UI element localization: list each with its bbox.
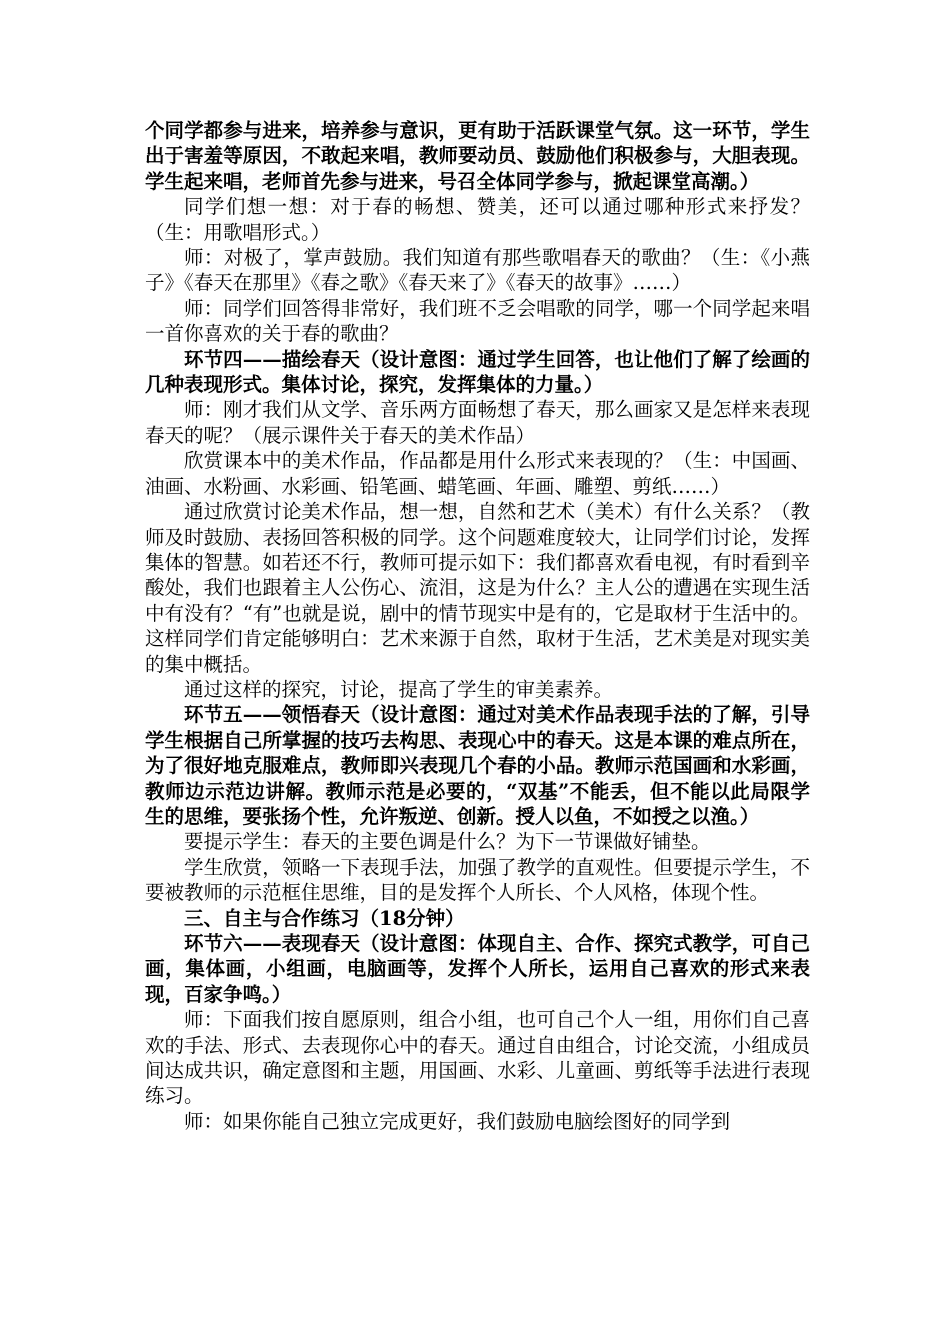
section-heading-practice: 三、自主与合作练习（18分钟） [184, 906, 465, 930]
paragraph-design-intent-singing: 个同学都参与进来，培养参与意识，更有助于活跃课堂气氛。这一环节，学生出于害羞等原因，不敢起来唱，教师要动员、鼓励他们积极参与，大胆表现。学生起来唱，老师首先参与进来，号召全体同学参与，掀起课堂高潮。） [145, 119, 810, 193]
section-heading-step-five: 环节五——领悟春天（设计意图：通过对美术作品表现手法的了解，引导学生根据自己所掌握的技巧去构思、表现心中的春天。这是本课的难点所在，为了很好地克服难点，教师即兴表现几个春的小品。教师示范国画和水彩画，教师边示范边讲解。教师示范是必要的，“双基”不能丢，但不能以此局限学生的思维，要张扬个性，允许叛逆、创新。授人以鱼，不如授之以渔。） [145, 703, 810, 828]
paragraph-art-forms: 欣赏课本中的美术作品，作品都是用什么形式来表现的？（生：中国画、油画、水粉画、水彩画、铅笔画、蜡笔画、年画、雕塑、剪纸……） [145, 449, 810, 498]
paragraph-painters-spring: 师：刚才我们从文学、音乐两方面畅想了春天，那么画家又是怎样来表现春天的呢？（展示课件关于春天的美术作品） [145, 398, 810, 447]
section-heading-step-four: 环节四——描绘春天（设计意图：通过学生回答，也让他们了解了绘画的几种表现形式。集体讨论，探究，发挥集体的力量。） [145, 347, 810, 397]
section-heading-step-six: 环节六——表现春天（设计意图：体现自主、合作、探究式教学，可自己画，集体画，小组画，电脑画等，发挥个人所长，运用自己喜欢的形式来表现，百家争鸣。） [145, 932, 810, 1006]
paragraph-spring-songs: 师：对极了，掌声鼓励。我们知道有那些歌唱春天的歌曲？（生：《小燕子》《春天在那里》《春之歌》《春天来了》《春天的故事》……） [145, 246, 810, 295]
paragraph-group-work: 师：下面我们按自愿原则，组合小组，也可自己个人一组，用你们自己喜欢的手法、形式、去表现你心中的春天。通过自由组合，讨论交流，小组成员间达成共识，确定意图和主题，用国画、水彩、儿童画、剪纸等手法进行表现练习。 [145, 1008, 810, 1108]
paragraph-spring-colors: 要提示学生：春天的主要色调是什么？为下一节课做好铺垫。 [184, 830, 711, 854]
document-page [145, 118, 810, 1134]
paragraph-nature-and-art: 通过欣赏讨论美术作品，想一想，自然和艺术（美术）有什么关系？（教师及时鼓励、表扬回答积极的同学。这个问题难度较大，让同学们讨论，发挥集体的智慧。如若还不行，教师可提示如下：我们都喜欢看电视，有时看到辛酸处，我们也跟着主人公伤心、流泪，这是为什么？主人公的遭遇在实现生活中有没有？“有”也就是说，剧中的情节现实中是有的，它是取材于生活中的。这样同学们肯定能够明白：艺术来源于自然，取材于生活，艺术美是对现实美的集中概括。 [145, 500, 810, 676]
paragraph-appreciation: 学生欣赏，领略一下表现手法，加强了教学的直观性。但要提示学生，不要被教师的示范框住思维，目的是发挥个人所长、个人风格，体现个性。 [145, 855, 810, 905]
paragraph-sing-request: 师：同学们回答得非常好，我们班不乏会唱歌的同学，哪一个同学起来唱一首你喜欢的关于春的歌曲？ [145, 296, 810, 346]
paragraph-aesthetic-literacy: 通过这样的探究，讨论，提高了学生的审美素养。 [184, 677, 614, 701]
paragraph-independent-work: 师：如果你能自己独立完成更好，我们鼓励电脑绘图好的同学到 [184, 1109, 731, 1133]
paragraph-question-form: 同学们想一想：对于春的畅想、赞美，还可以通过哪种形式来抒发？（生：用歌唱形式。） [145, 195, 810, 244]
